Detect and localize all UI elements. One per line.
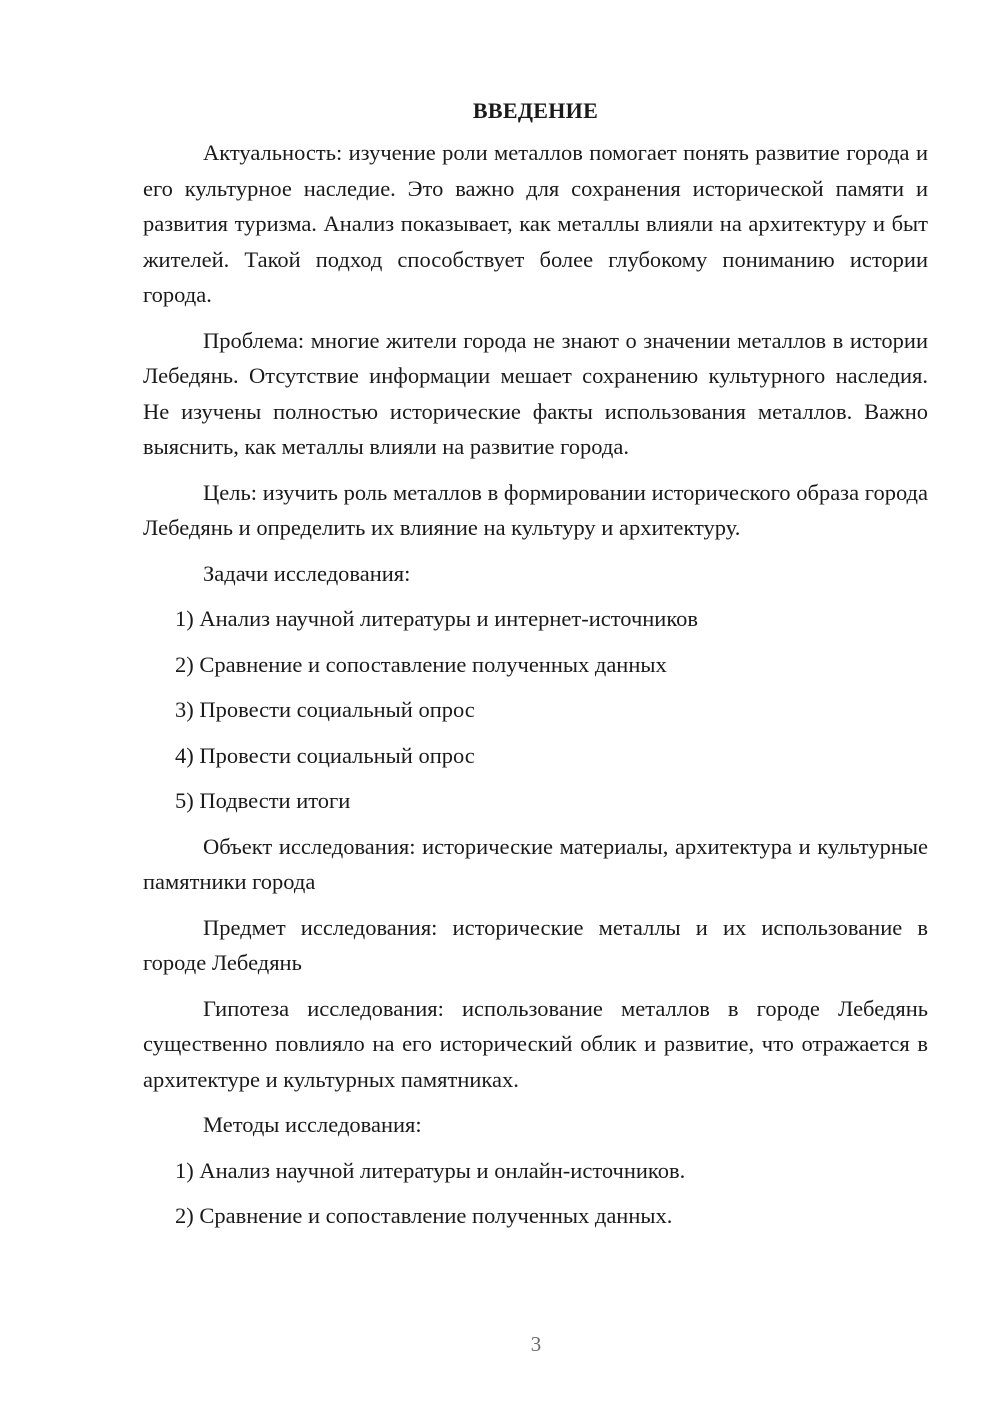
task-item: 2) Сравнение и сопоставление полученных данных xyxy=(175,651,667,677)
method-item: 2) Сравнение и сопоставление полученных данных. xyxy=(175,1203,673,1228)
task-item: 1) Анализ научной литературы и интернет-источников xyxy=(175,606,699,631)
methods-label: Методы исследования: xyxy=(203,1112,422,1137)
problem-paragraph: Проблема: многие жители города не знают о значении металлов в истории Лебедянь. Отсутствие информации мешает сохранению культурного наследия. Не изучены полностью исторические факты использования металлов. Важно выяснить, как металлы влияли на развитие города. xyxy=(143,327,928,459)
hypothesis-paragraph: Гипотеза исследования: использование металлов в городе Лебедянь существенно повлияло на его исторический облик и развитие, что отражается в архитектуре и культурных памятниках. xyxy=(143,995,928,1092)
relevance-paragraph: Актуальность: изучение роли металлов помогает понять развитие города и его культурное наследие. Это важно для сохранения исторической памяти и развития туризма. Анализ показывает, как металлы влияли на архитектуру и быт жителей. Такой подход способствует более глубокому пониманию истории города. xyxy=(143,140,928,307)
document-body xyxy=(143,96,928,1244)
task-item: 4) Провести социальный опрос xyxy=(175,742,475,768)
task-item: 5) Подвести итоги xyxy=(175,788,351,813)
method-item: 1) Анализ научной литературы и онлайн-источников. xyxy=(175,1157,686,1183)
object-paragraph: Объект исследования: исторические материалы, архитектура и культурные памятники города xyxy=(143,833,928,894)
page-title: ВВЕДЕНИЕ xyxy=(472,98,599,123)
subject-paragraph: Предмет исследования: исторические металлы и их использование в городе Лебедянь xyxy=(143,914,928,975)
page-number: 3 xyxy=(530,1332,542,1356)
tasks-label: Задачи исследования: xyxy=(203,560,411,586)
task-item: 3) Провести социальный опрос xyxy=(175,697,475,722)
goal-paragraph: Цель: изучить роль металлов в формировании исторического образа города Лебедянь и определить их влияние на культуру и архитектуру. xyxy=(143,479,928,540)
